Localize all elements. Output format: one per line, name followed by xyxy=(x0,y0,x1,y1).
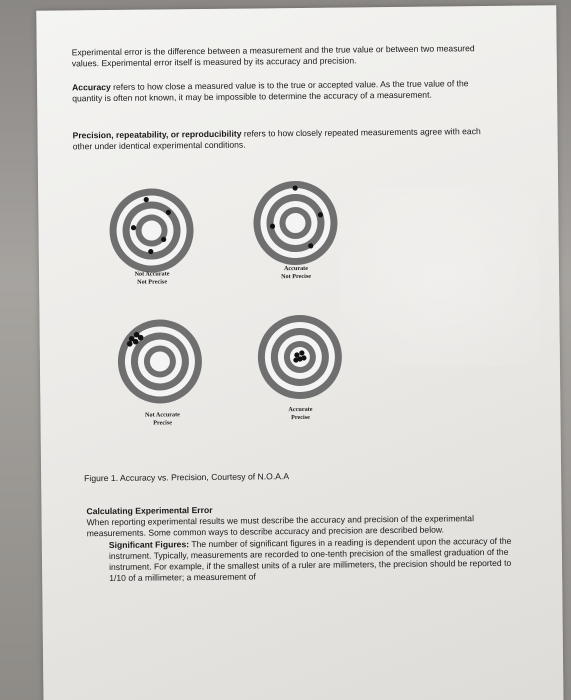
target-accurate-precise xyxy=(254,312,345,403)
target-not-accurate-precise xyxy=(114,316,205,407)
document-page xyxy=(36,5,564,700)
target-label-4: Accurate Precise xyxy=(288,405,313,421)
sig-figs-text: The number of significant figures in a reading is dependent upon the accuracy of the instrument. Typically, measurements are recorded to one-tenth precision of the smallest graduation of the instrument. For example, if the smallest units of a ruler are millimeters, the precision should be reported to 1/10 of a millimeter; a measurement of xyxy=(108,535,512,584)
accuracy-definition: refers to how close a measured value is to the true or accepted value. As the true value of the quantity is often not known, it may be impossible to determine the accuracy of a measurement. xyxy=(72,78,469,104)
sig-figs-term: Significant Figures: xyxy=(108,538,190,550)
precision-term: Precision, repeatability, or reproducibility xyxy=(72,128,242,141)
target-accurate-not-precise xyxy=(250,178,341,269)
accuracy-term: Accuracy xyxy=(71,81,111,93)
intro-paragraph: Experimental error is the difference between a measurement and the true value or between two measured values. Experimental error itself is measured by its accuracy and precision. xyxy=(71,43,475,69)
target-label-3: Not Accurate Precise xyxy=(144,411,180,427)
accuracy-paragraph xyxy=(72,78,492,105)
error-section xyxy=(86,502,517,585)
target-label-2: Accurate Not Precise xyxy=(281,264,312,280)
target-not-accurate-not-precise xyxy=(106,185,197,276)
figure-caption: Figure 1. Accuracy vs. Precision, Courtesy of N.O.A.A xyxy=(84,471,290,484)
precision-paragraph xyxy=(72,126,492,153)
light-glare xyxy=(338,185,540,367)
significant-figures-paragraph xyxy=(87,535,517,584)
precision-definition: refers to how closely repeated measurements agree with each other under identical experimental conditions. xyxy=(72,126,481,152)
section-heading: Calculating Experimental Error xyxy=(86,504,213,517)
target-label-1: Not Accurate Not Precise xyxy=(134,270,170,286)
section-body: When reporting experimental results we must describe the accuracy and precision of the experimental measurements. Some common ways to describe accuracy and precision are described below. xyxy=(86,513,475,539)
